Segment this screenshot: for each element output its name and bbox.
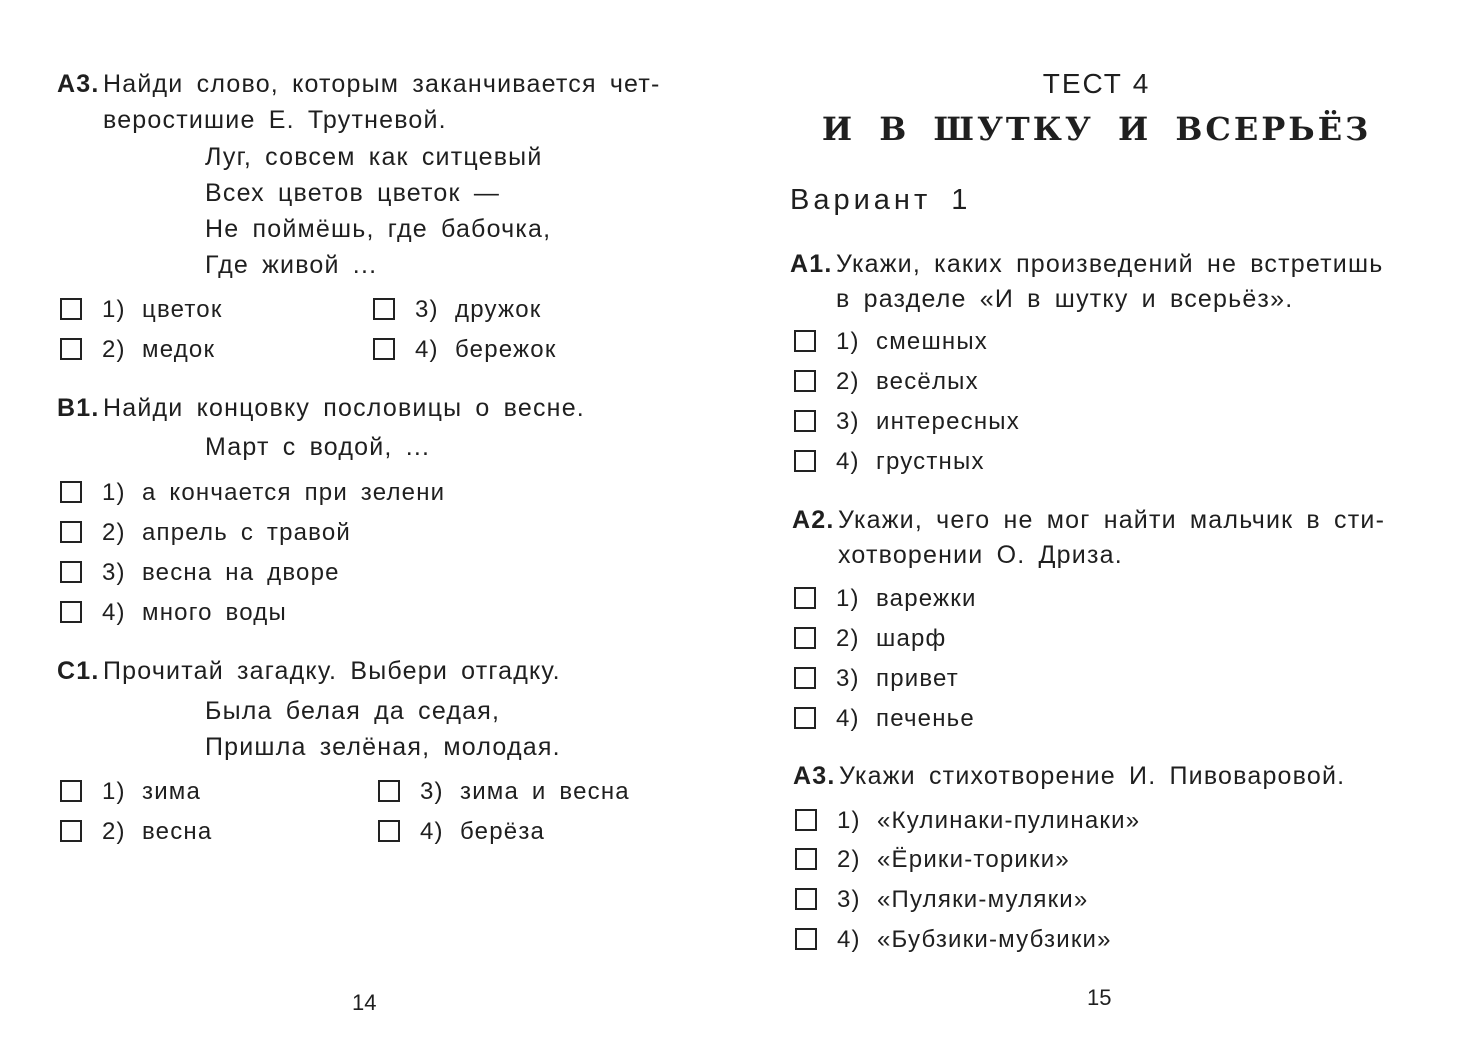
poem-line: Не поймёшь, где бабочка, — [205, 215, 552, 243]
answer-option[interactable] — [794, 665, 1194, 693]
option-number: 3) — [420, 778, 444, 805]
checkbox[interactable] — [60, 298, 82, 320]
option-number: 1) — [836, 328, 860, 355]
option-text: «Кулинаки-пулинаки» — [877, 807, 1141, 834]
option-number: 2) — [102, 818, 126, 845]
riddle-line: Пришла зелёная, молодая. — [205, 733, 561, 761]
option-number: 4) — [102, 599, 126, 626]
option-text: берёза — [460, 818, 546, 845]
option-text: печенье — [876, 705, 975, 732]
answer-option[interactable] — [794, 448, 1194, 476]
riddle-line: Была белая да седая, — [205, 697, 501, 725]
option-number: 4) — [420, 818, 444, 845]
proverb-start — [205, 433, 655, 467]
option-number: 4) — [836, 448, 860, 475]
option-number: 4) — [836, 705, 860, 732]
question-c1 — [57, 657, 677, 691]
checkbox[interactable] — [794, 450, 816, 472]
checkbox[interactable] — [794, 587, 816, 609]
question-label: А2. — [792, 506, 835, 534]
answer-option[interactable] — [794, 705, 1194, 733]
option-text: а кончается при зелени — [142, 479, 446, 506]
checkbox[interactable] — [373, 338, 395, 360]
option-text: цветок — [142, 296, 223, 323]
option-text: «Ёрики-торики» — [877, 846, 1070, 873]
option-text: смешных — [876, 328, 989, 355]
option-text: шарф — [876, 625, 947, 652]
option-text: весна на дворе — [142, 559, 340, 586]
answer-option[interactable] — [60, 336, 360, 364]
option-text: варежки — [876, 585, 977, 612]
option-text: весна — [142, 818, 213, 845]
checkbox[interactable] — [794, 667, 816, 689]
option-number: 1) — [102, 479, 126, 506]
answer-option[interactable] — [794, 585, 1194, 613]
checkbox[interactable] — [60, 820, 82, 842]
option-number: 3) — [836, 408, 860, 435]
option-text: грустных — [876, 448, 985, 475]
checkbox[interactable] — [60, 521, 82, 543]
proverb-line: Март с водой, ... — [205, 433, 431, 461]
right-page — [731, 0, 1462, 1046]
poem-line: Где живой ... — [205, 251, 378, 279]
answer-option[interactable] — [60, 599, 660, 627]
question-text: Найди слово, которым заканчивается чет- — [103, 70, 661, 98]
question-a2 — [792, 506, 1432, 576]
option-text: «Пуляки-муляки» — [877, 886, 1089, 913]
answer-option[interactable] — [795, 926, 1295, 954]
option-number: 2) — [102, 336, 126, 363]
poem-line: Луг, совсем как ситцевый — [205, 143, 543, 171]
checkbox[interactable] — [378, 780, 400, 802]
option-number: 3) — [836, 665, 860, 692]
answer-option[interactable] — [60, 559, 660, 587]
answer-option[interactable] — [60, 479, 660, 507]
option-number: 3) — [415, 296, 439, 323]
test-title: ТЕСТ 4 — [1042, 68, 1151, 99]
answer-option[interactable] — [60, 519, 660, 547]
answer-option[interactable] — [60, 296, 360, 324]
question-label: В1. — [57, 394, 100, 422]
variant-heading: Вариант 1 — [790, 184, 972, 216]
question-label: А3. — [793, 762, 836, 790]
question-label: С1. — [57, 657, 100, 685]
checkbox[interactable] — [60, 338, 82, 360]
checkbox[interactable] — [60, 601, 82, 623]
question-a3-left — [57, 70, 677, 140]
question-label: А1. — [790, 250, 833, 278]
option-number: 1) — [837, 807, 861, 834]
page-number: 15 — [1087, 985, 1112, 1010]
answer-option[interactable] — [60, 818, 360, 846]
option-number: 2) — [836, 625, 860, 652]
answer-option[interactable] — [795, 886, 1295, 914]
answer-option[interactable] — [795, 807, 1295, 835]
answer-option[interactable] — [373, 296, 673, 324]
poem-quatrain — [205, 143, 655, 283]
question-text: Укажи, чего не мог найти мальчик в сти- — [838, 506, 1386, 534]
checkbox[interactable] — [794, 627, 816, 649]
option-text: зима и весна — [460, 778, 630, 805]
question-text: Прочитай загадку. Выбери отгадку. — [103, 657, 561, 685]
option-text: дружок — [455, 296, 542, 323]
option-text: бережок — [455, 336, 557, 363]
option-text: зима — [142, 778, 202, 805]
checkbox[interactable] — [373, 298, 395, 320]
answer-option[interactable] — [60, 778, 360, 806]
option-number: 4) — [837, 926, 861, 953]
option-text: привет — [876, 665, 959, 692]
option-number: 2) — [836, 368, 860, 395]
question-text: Найди концовку пословицы о весне. — [103, 394, 585, 422]
question-b1 — [57, 394, 677, 428]
option-text: «Бубзики-мубзики» — [877, 926, 1112, 953]
option-text: апрель с травой — [142, 519, 352, 546]
checkbox[interactable] — [794, 370, 816, 392]
option-text: весёлых — [876, 368, 979, 395]
question-text: Укажи стихотворение И. Пивоваровой. — [839, 762, 1346, 790]
option-text: медок — [142, 336, 216, 363]
answer-option[interactable] — [378, 778, 678, 806]
option-number: 2) — [102, 519, 126, 546]
option-number: 1) — [102, 296, 126, 323]
option-number: 2) — [837, 846, 861, 873]
answer-option[interactable] — [378, 818, 678, 846]
option-number: 1) — [102, 778, 126, 805]
question-a3-right — [793, 762, 1433, 796]
option-text: много воды — [142, 599, 287, 626]
option-text: интересных — [876, 408, 1020, 435]
answer-option[interactable] — [373, 336, 673, 364]
question-text: хотворении О. Дриза. — [838, 541, 1123, 569]
checkbox[interactable] — [60, 561, 82, 583]
answer-option[interactable] — [795, 846, 1295, 874]
question-a1 — [790, 250, 1430, 320]
question-text: в разделе «И в шутку и всерьёз». — [836, 285, 1294, 313]
checkbox[interactable] — [794, 707, 816, 729]
poem-line: Всех цветов цветок — — [205, 179, 501, 207]
checkbox[interactable] — [795, 809, 817, 831]
checkbox[interactable] — [60, 481, 82, 503]
checkbox[interactable] — [378, 820, 400, 842]
checkbox[interactable] — [794, 410, 816, 432]
answer-option[interactable] — [794, 408, 1194, 436]
answer-option[interactable] — [794, 625, 1194, 653]
checkbox[interactable] — [60, 780, 82, 802]
question-text: веростишие Е. Трутневой. — [103, 106, 447, 134]
riddle — [205, 697, 655, 767]
checkbox[interactable] — [795, 928, 817, 950]
checkbox[interactable] — [795, 888, 817, 910]
checkbox[interactable] — [794, 330, 816, 352]
question-text: Укажи, каких произведений не встретишь — [836, 250, 1384, 278]
chapter-title: И В ШУТКУ И ВСЕРЬЁЗ — [821, 110, 1372, 148]
checkbox[interactable] — [795, 848, 817, 870]
answer-option[interactable] — [794, 368, 1194, 396]
page-number: 14 — [352, 990, 377, 1015]
option-number: 3) — [837, 886, 861, 913]
option-number: 1) — [836, 585, 860, 612]
question-label: А3. — [57, 70, 100, 98]
answer-option[interactable] — [794, 328, 1194, 356]
option-number: 4) — [415, 336, 439, 363]
option-number: 3) — [102, 559, 126, 586]
